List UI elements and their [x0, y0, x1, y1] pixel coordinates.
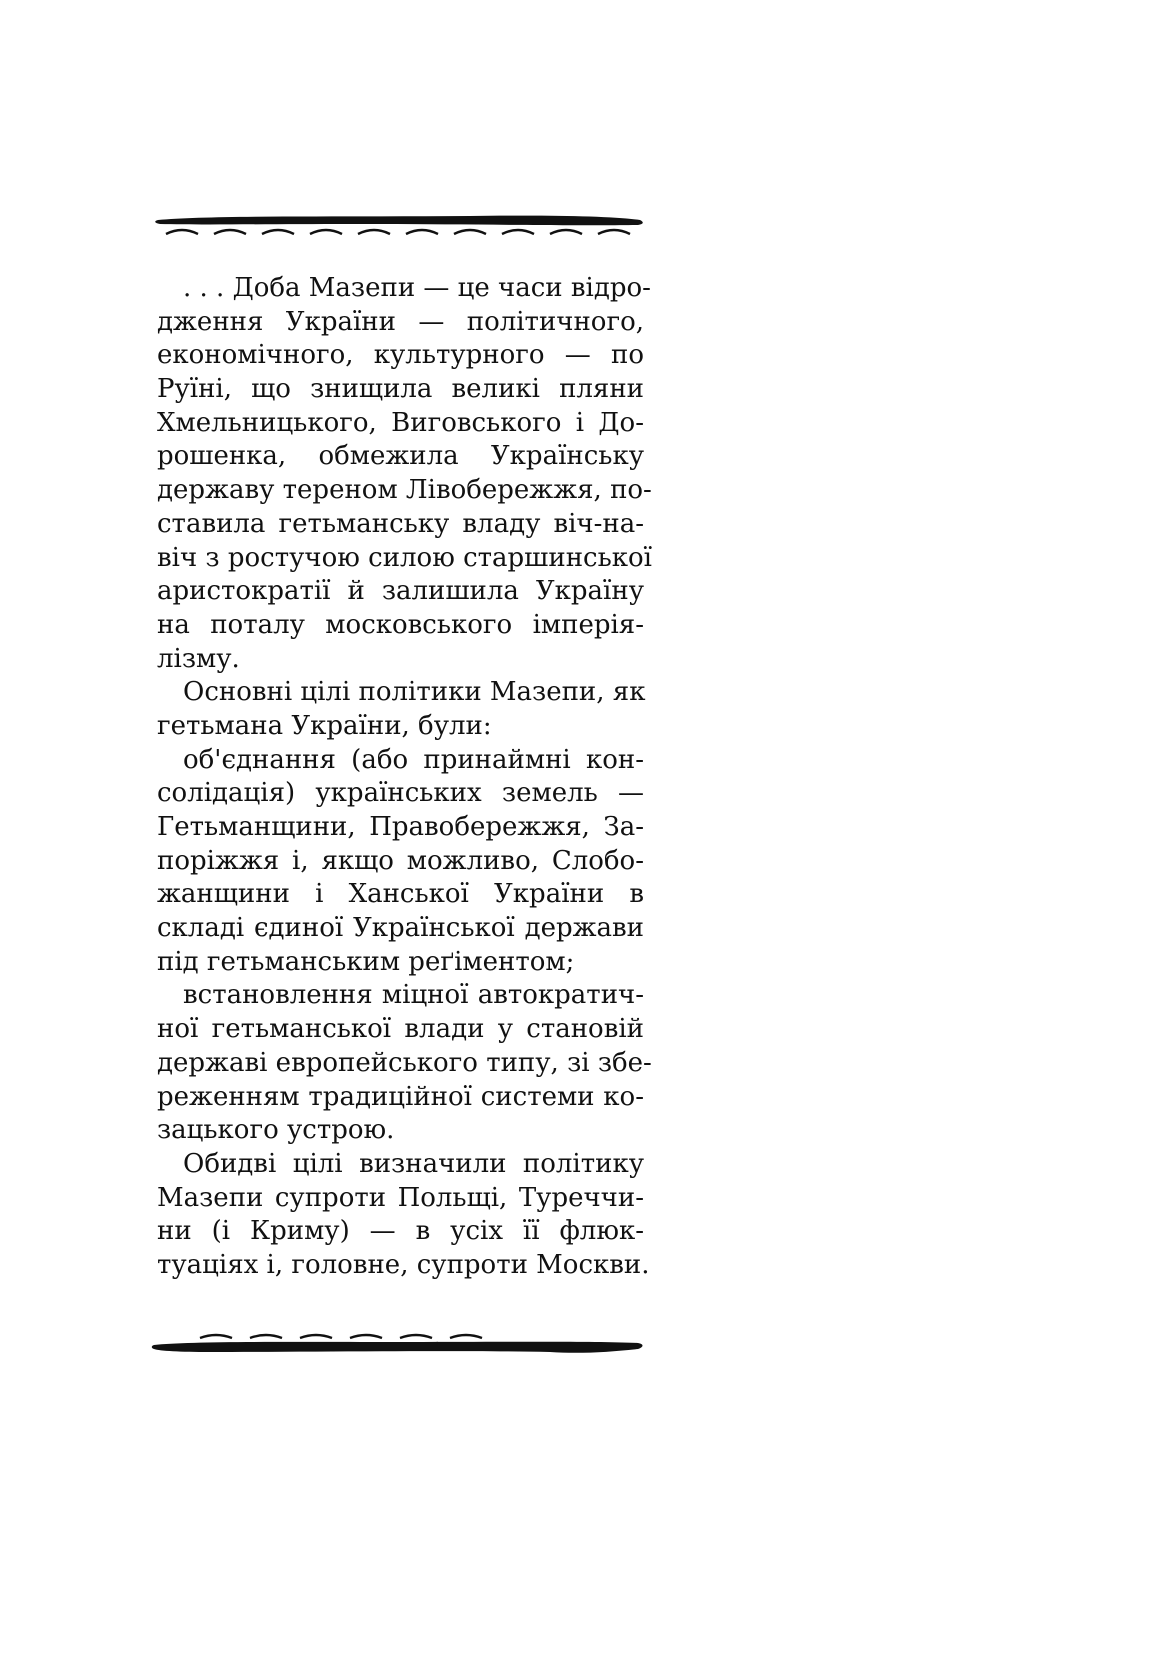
top-ornamental-rule [150, 212, 650, 246]
text-line: ни (і Криму) — в усіх її флюк- [157, 1216, 644, 1247]
text-line: зацького устрою. [157, 1115, 395, 1146]
text-line: державу тереном Лівобережжя, по- [157, 475, 652, 506]
text-line: державі европейського типу, зі збе- [157, 1047, 652, 1078]
text-line: складі єдиної Української держави [157, 913, 644, 944]
text-line: аристократії й залишила Україну [157, 576, 644, 607]
text-line: на поталу московського імперія- [157, 609, 644, 640]
text-line: віч з ростучою силою старшинської [157, 542, 652, 573]
text-line: Хмельницького, Виговського і До- [157, 407, 644, 438]
text-line: лізму. [157, 643, 240, 674]
text-line: Основні цілі політики Мазепи, як [183, 677, 646, 708]
paragraph-4 [157, 979, 652, 1147]
text-line: Гетьманщини, Правобережжя, За- [157, 812, 644, 842]
text-line: об'єднання (або принаймні кон- [183, 744, 644, 775]
paragraph-3 [157, 744, 644, 980]
text-line: жанщини і Ханської України в [157, 879, 644, 910]
text-line: ставила гетьманську владу віч-на- [157, 508, 644, 539]
paragraph-2 [157, 676, 644, 743]
text-line: встановлення міцної автократич- [183, 980, 644, 1011]
text-line: солідація) українських земель — [157, 778, 644, 809]
text-line: Обидві цілі визначили політику [183, 1148, 644, 1179]
paragraph-1 [157, 272, 652, 676]
paragraph-5 [157, 1148, 650, 1283]
main-text [157, 272, 652, 1283]
text-line: туаціях і, головне, супроти Москви. [157, 1249, 650, 1280]
text-line: дження України — політичного, [157, 306, 644, 337]
text-line: поріжжя і, якщо можливо, Слобо- [157, 845, 644, 876]
text-line: ної гетьманської влади у становій [157, 1014, 644, 1045]
bottom-ornamental-rule [150, 1330, 650, 1364]
text-line: під гетьманським реґіментом; [157, 946, 575, 977]
text-line: рошенка, обмежила Українську [157, 441, 644, 472]
text-line: гетьмана України, були: [157, 710, 492, 741]
text-line: реженням традиційної системи ко- [157, 1081, 644, 1112]
text-line: . . . Доба Мазепи — це часи відро- [183, 273, 651, 303]
text-line: економічного, культурного — по [157, 340, 644, 371]
text-line: Мазепи супроти Польщі, Туреччи- [157, 1182, 644, 1213]
text-line: Руїні, що знищила великі пляни [157, 374, 644, 405]
